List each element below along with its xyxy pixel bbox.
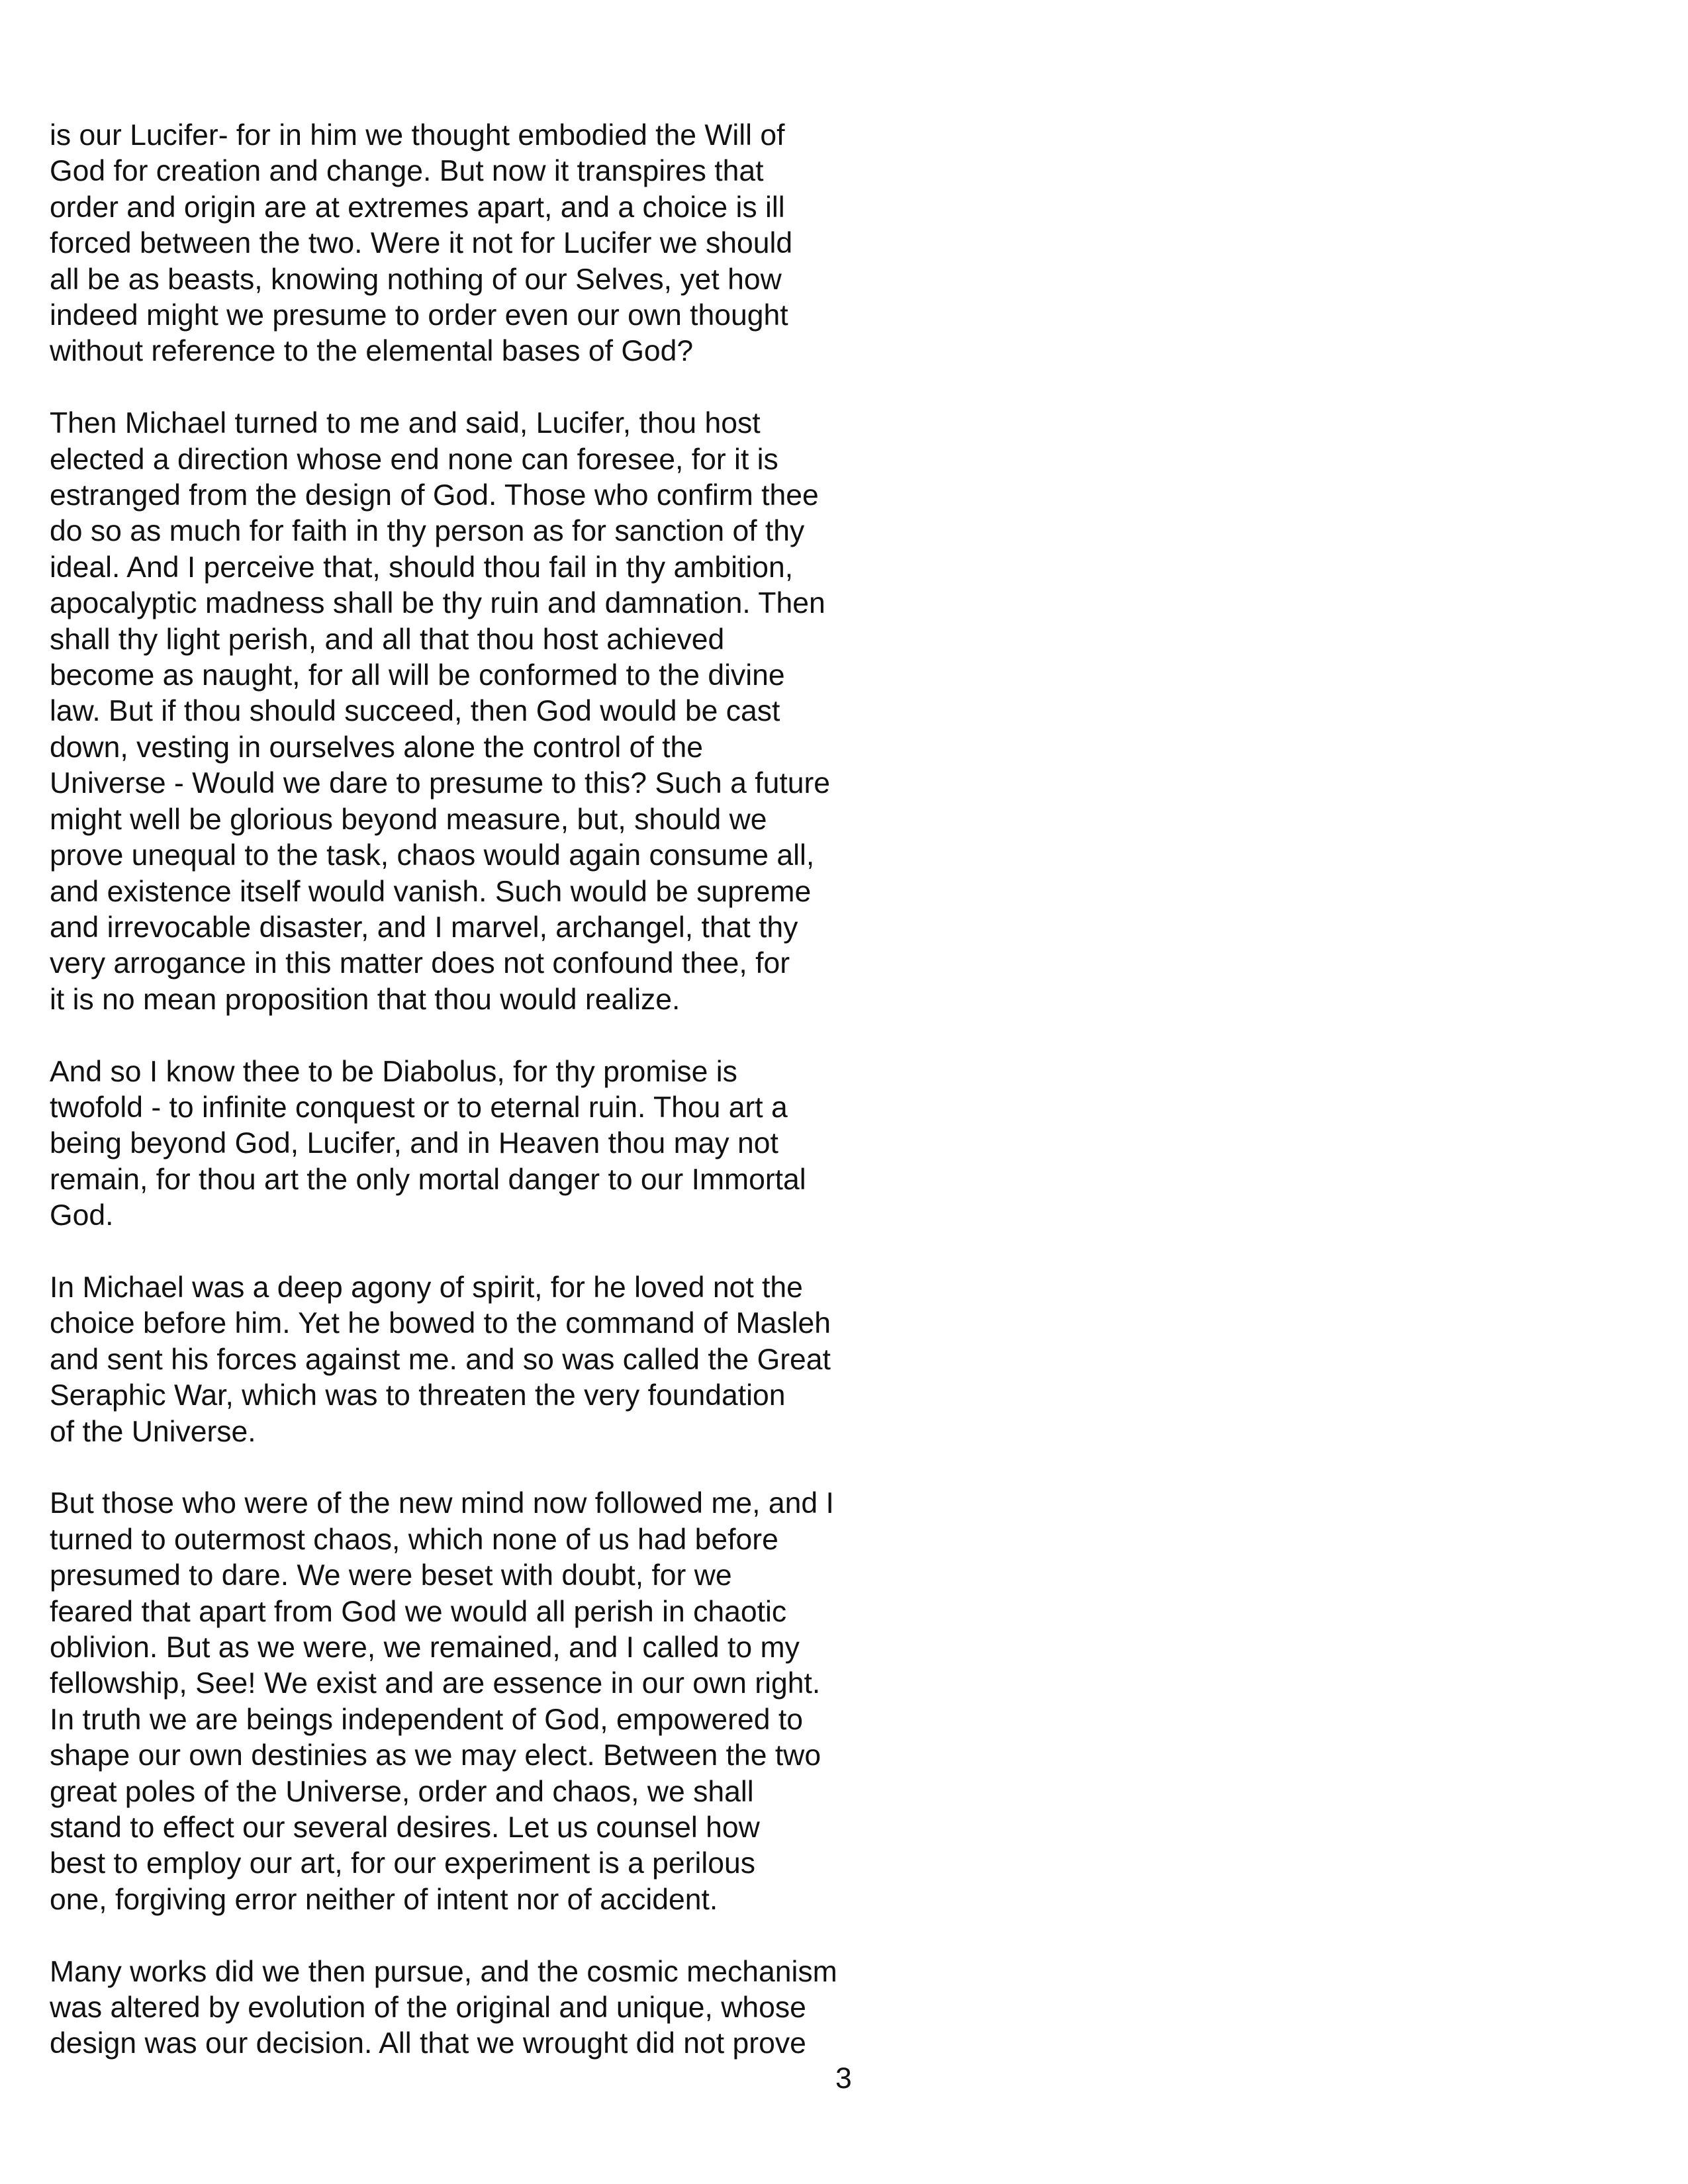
text-line: fellowship, See! We exist and are essence in our own right.	[50, 1667, 821, 1700]
text-line: being beyond God, Lucifer, and in Heaven thou may not	[50, 1127, 778, 1160]
text-line: very arrogance in this matter does not confound thee, for	[50, 947, 790, 980]
text-line: Then Michael turned to me and said, Lucifer, thou host	[50, 407, 761, 440]
paragraph	[50, 1270, 884, 1450]
text-line: without reference to the elemental bases of God?	[50, 335, 694, 368]
text-line: best to employ our art, for our experiment is a perilous	[50, 1847, 756, 1880]
page-number: 3	[835, 2062, 852, 2095]
text-line: and irrevocable disaster, and I marvel, archangel, that thy	[50, 911, 798, 944]
text-line: and existence itself would vanish. Such would be supreme	[50, 875, 812, 908]
text-line: design was our decision. All that we wrought did not prove	[50, 2027, 806, 2060]
text-line: turned to outermost chaos, which none of us had before	[50, 1523, 778, 1556]
paragraph	[50, 406, 884, 1018]
text-line: God for creation and change. But now it transpires that	[50, 155, 764, 188]
text-line: choice before him. Yet he bowed to the command of Masleh	[50, 1307, 831, 1340]
text-line: And so I know thee to be Diabolus, for thy promise is	[50, 1055, 737, 1088]
text-line: prove unequal to the task, chaos would again consume all,	[50, 839, 815, 872]
text-line: apocalyptic madness shall be thy ruin and damnation. Then	[50, 587, 825, 620]
body-text	[50, 118, 884, 2062]
text-line: elected a direction whose end none can foresee, for it is	[50, 443, 778, 476]
text-line: was altered by evolution of the original and unique, whose	[50, 1991, 806, 2025]
text-line: shape our own destinies as we may elect. Between the two	[50, 1739, 821, 1772]
text-line: might well be glorious beyond measure, but, should we	[50, 803, 767, 836]
text-line: it is no mean proposition that thou would realize.	[50, 983, 680, 1016]
text-line: do so as much for faith in thy person as for sanction of thy	[50, 515, 805, 548]
text-line: In truth we are beings independent of God, empowered to	[50, 1703, 803, 1736]
text-line: In Michael was a deep agony of spirit, for he loved not the	[50, 1271, 803, 1304]
text-line: estranged from the design of God. Those who confirm thee	[50, 479, 819, 512]
text-line: Many works did we then pursue, and the cosmic mechanism	[50, 1955, 837, 1988]
text-line: feared that apart from God we would all perish in chaotic	[50, 1595, 787, 1628]
text-line: twofold - to infinite conquest or to eternal ruin. Thou art a	[50, 1091, 788, 1124]
text-line: stand to effect our several desires. Let us counsel how	[50, 1811, 760, 1844]
text-line: down, vesting in ourselves alone the control of the	[50, 731, 704, 764]
text-line: oblivion. But as we were, we remained, and I called to my	[50, 1631, 800, 1664]
text-line: ideal. And I perceive that, should thou fail in thy ambition,	[50, 551, 794, 584]
text-line: God.	[50, 1199, 114, 1232]
text-line: presumed to dare. We were beset with doubt, for we	[50, 1559, 732, 1592]
text-line: But those who were of the new mind now followed me, and I	[50, 1487, 834, 1520]
text-line: law. But if thou should succeed, then God would be cast	[50, 695, 780, 728]
text-line: forced between the two. Were it not for Lucifer we should	[50, 227, 793, 260]
paragraph	[50, 1954, 884, 2062]
paragraph	[50, 1054, 884, 1234]
paragraph	[50, 118, 884, 370]
text-line: and sent his forces against me. and so was called the Great	[50, 1343, 831, 1376]
text-line: all be as beasts, knowing nothing of our Selves, yet how	[50, 263, 782, 296]
text-line: indeed might we presume to order even our own thought	[50, 299, 788, 332]
text-line: one, forgiving error neither of intent nor of accident.	[50, 1883, 718, 1916]
text-line: of the Universe.	[50, 1415, 256, 1448]
text-line: order and origin are at extremes apart, and a choice is ill	[50, 191, 785, 224]
text-line: become as naught, for all will be conformed to the divine	[50, 659, 785, 692]
text-line: great poles of the Universe, order and chaos, we shall	[50, 1775, 754, 1808]
text-line: Universe - Would we dare to presume to this? Such a future	[50, 767, 831, 800]
text-line: is our Lucifer- for in him we thought embodied the Will of	[50, 119, 785, 152]
text-line: Seraphic War, which was to threaten the very foundation	[50, 1379, 786, 1412]
text-line: shall thy light perish, and all that thou host achieved	[50, 623, 725, 656]
paragraph	[50, 1486, 884, 1918]
text-line: remain, for thou art the only mortal danger to our Immortal	[50, 1163, 806, 1196]
